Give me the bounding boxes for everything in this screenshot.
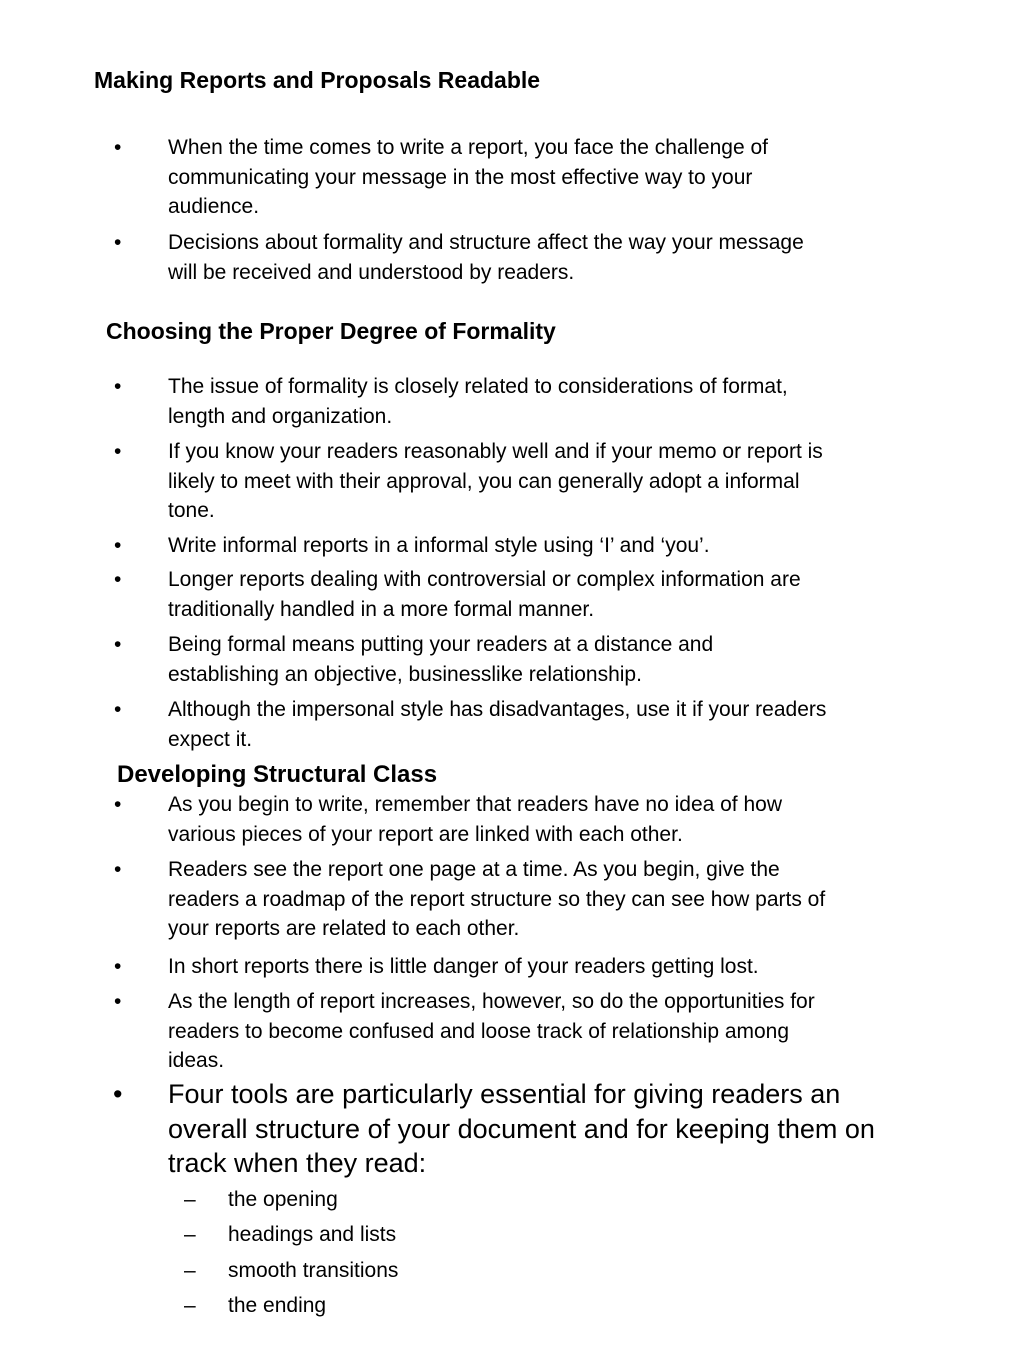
list-item-text: Four tools are particularly essential for giving readers an overall structure of your document and for keeping them on track when they read: bbox=[168, 1079, 875, 1178]
bullet-icon: • bbox=[114, 955, 122, 978]
bullet-icon: • bbox=[114, 633, 122, 656]
bullet-icon: • bbox=[114, 534, 122, 557]
dash-icon: – bbox=[184, 1188, 196, 1211]
bullet-icon: • bbox=[114, 440, 122, 463]
sub-list-item-text: headings and lists bbox=[228, 1223, 397, 1246]
dash-icon: – bbox=[184, 1259, 196, 1282]
list-item-text: As the length of report increases, however, so do the opportunities for readers to become confused and loose track of relationship among ideas. bbox=[168, 990, 815, 1072]
bullet-icon: • bbox=[113, 1079, 123, 1109]
section-heading: Making Reports and Proposals Readable bbox=[94, 67, 541, 93]
bullet-icon: • bbox=[114, 568, 122, 591]
bullet-icon: • bbox=[114, 858, 122, 881]
bullet-icon: • bbox=[114, 793, 122, 816]
dash-icon: – bbox=[184, 1294, 196, 1317]
list-item-text: When the time comes to write a report, you face the challenge of communicating your message in the most effective way to your audience. bbox=[168, 136, 768, 218]
list-item-text: Although the impersonal style has disadvantages, use it if your readers expect it. bbox=[168, 698, 827, 751]
bullet-icon: • bbox=[114, 136, 122, 159]
list-item-text: As you begin to write, remember that readers have no idea of how various pieces of your report are linked with each other. bbox=[168, 793, 783, 846]
list-item-text: Readers see the report one page at a time. As you begin, give the readers a roadmap of the report structure so they can see how parts of your reports are related to each other. bbox=[168, 858, 826, 940]
bullet-icon: • bbox=[114, 231, 122, 254]
section-heading: Choosing the Proper Degree of Formality bbox=[106, 318, 556, 344]
sub-list-item-text: the opening bbox=[228, 1188, 338, 1211]
sub-list-item-text: the ending bbox=[228, 1294, 327, 1317]
list-item-text: Longer reports dealing with controversial or complex information are traditionally handled in a more formal manner. bbox=[168, 568, 801, 621]
list-item-text: The issue of formality is closely related to considerations of format, length and organization. bbox=[168, 375, 788, 428]
bullet-icon: • bbox=[114, 698, 122, 721]
bullet-icon: • bbox=[114, 375, 122, 398]
list-item-text: Write informal reports in a informal style using ‘I’ and ‘you’. bbox=[168, 534, 710, 557]
list-item-text: Being formal means putting your readers at a distance and establishing an objective, businesslike relationship. bbox=[168, 633, 714, 686]
dash-icon: – bbox=[184, 1223, 196, 1246]
bullet-icon: • bbox=[114, 990, 122, 1013]
list-item-text: In short reports there is little danger of your readers getting lost. bbox=[168, 955, 759, 978]
list-item-text: If you know your readers reasonably well and if your memo or report is likely to meet with their approval, you can generally adopt a informal tone. bbox=[168, 440, 823, 522]
sub-list-item-text: smooth transitions bbox=[228, 1259, 399, 1282]
section-heading: Developing Structural Class bbox=[117, 761, 438, 788]
list-item-text: Decisions about formality and structure affect the way your message will be received and understood by readers. bbox=[168, 231, 804, 284]
